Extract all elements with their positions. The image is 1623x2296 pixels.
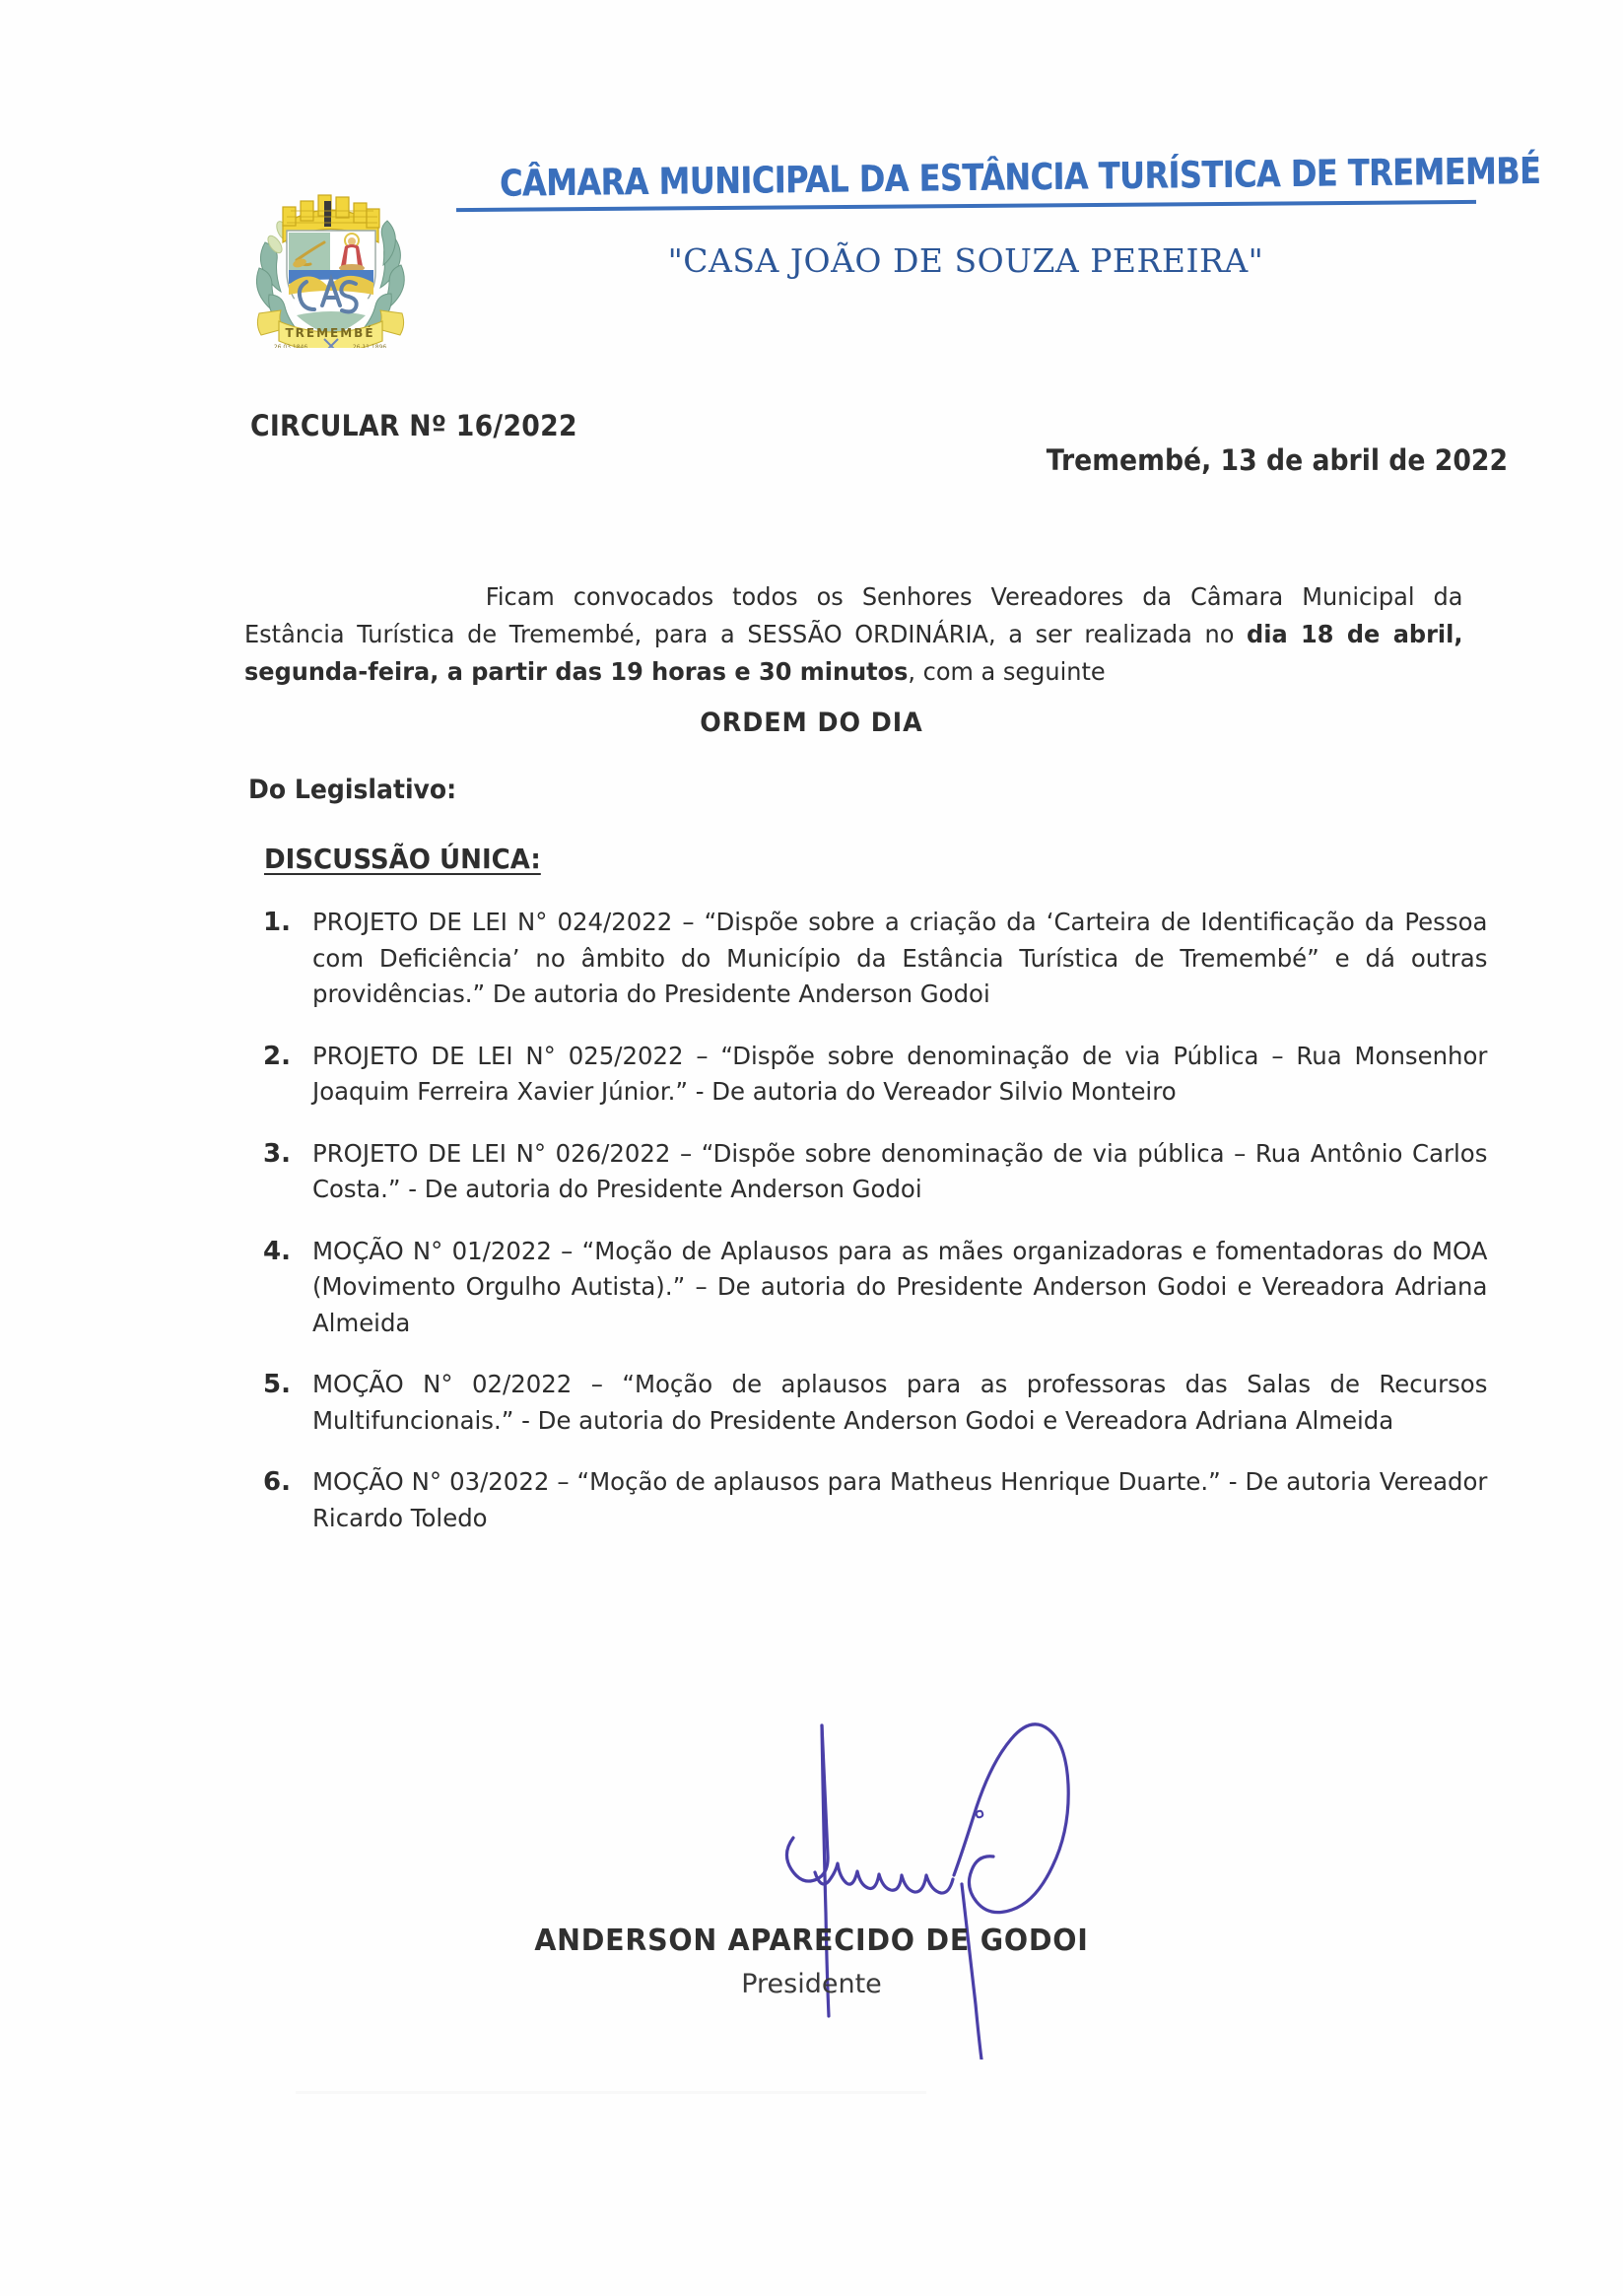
list-item-text: MOÇÃO N° 01/2022 – “Moção de Aplausos para as mães organizadoras e fomentadoras do MOA (Movimento Orgulho Autista).” – De autoria do Presidente Anderson Godoi e Vereadora Adriana Almeida [312,1236,1488,1337]
document-header [0,149,1623,355]
list-item-text: PROJETO DE LEI N° 025/2022 – “Dispõe sobre denominação de via Pública – Rua Monsenhor Joaquim Ferreira Xavier Júnior.” - De autoria do Vereador Silvio Monteiro [312,1041,1488,1106]
list-item [251,1039,1518,1111]
handwritten-signature-icon [769,1665,1143,2060]
intro-text-part1: Ficam convocados todos os Senhores Vereadores da Câmara Municipal da Estância Turística de Tremembé, para a SESSÃO ORDINÁRIA, a ser realizada no [244,582,1463,648]
list-item [251,1136,1518,1208]
signatory-name: ANDERSON APARECIDO DE GODOI [534,1924,1089,1958]
list-item-text: MOÇÃO N° 02/2022 – “Moção de aplausos para as professoras das Salas de Recursos Multifuncionais.” - De autoria do Presidente Anderson Godoi e Vereadora Adriana Almeida [312,1370,1488,1435]
list-item [251,1367,1518,1439]
header-title-group [424,149,1541,280]
list-item [251,1234,1518,1342]
list-item [251,1464,1518,1536]
convocation-paragraph [244,578,1462,691]
svg-text:TREMEMBÉ: TREMEMBÉ [285,326,375,340]
list-item-number: 4. [263,1236,291,1266]
svg-text:26 03 1846: 26 03 1846 [273,344,308,348]
list-item-number: 1. [263,908,291,937]
svg-text:26 11 1896: 26 11 1896 [352,344,387,348]
list-item-text: PROJETO DE LEI N° 024/2022 – “Dispõe sobre a criação da ‘Carteira de Identificação da Pessoa com Deficiência’ no âmbito do Município da Estância Turística de Tremembé” e dá outras providências.” De autoria do Presidente Anderson Godoi [312,908,1488,1008]
list-item-number: 3. [263,1138,291,1169]
signature-block [0,1665,1623,2079]
list-item [251,905,1518,1013]
organization-title: CÂMARA MUNICIPAL DA ESTÂNCIA TURÍSTICA DE TREMEMBÉ [499,149,1541,205]
list-item-number: 2. [263,1041,291,1071]
intro-text-part2: , com a seguinte [908,657,1106,686]
intro-session-datetime: dia 18 de abril, segunda-feira, a partir das 19 horas e 30 minutos [244,620,1463,686]
circular-number: CIRCULAR Nº 16/2022 [250,409,577,442]
agenda-item-list [251,905,1518,1562]
list-item-number: 5. [263,1370,291,1399]
list-item-text: PROJETO DE LEI N° 026/2022 – “Dispõe sobre denominação de via pública – Rua Antônio Carlos Costa.” - De autoria do Presidente Anderson Godoi [312,1138,1488,1203]
list-item-number: 6. [263,1467,291,1497]
legislative-section-label: Do Legislativo: [248,775,457,805]
signatory-role: Presidente [741,1969,882,1999]
organization-subtitle: "CASA JOÃO DE SOUZA PEREIRA" [667,240,1264,280]
scan-artifact [296,2091,926,2094]
list-item-text: MOÇÃO N° 03/2022 – “Moção de aplausos para Matheus Henrique Duarte.” - De autoria Vereador Ricardo Toledo [312,1467,1488,1532]
coat-of-arms-icon [239,166,422,348]
document-date: Tremembé, 13 de abril de 2022 [1046,443,1508,477]
agenda-heading: ORDEM DO DIA [700,708,923,738]
single-discussion-label: DISCUSSÃO ÚNICA: [264,843,541,875]
